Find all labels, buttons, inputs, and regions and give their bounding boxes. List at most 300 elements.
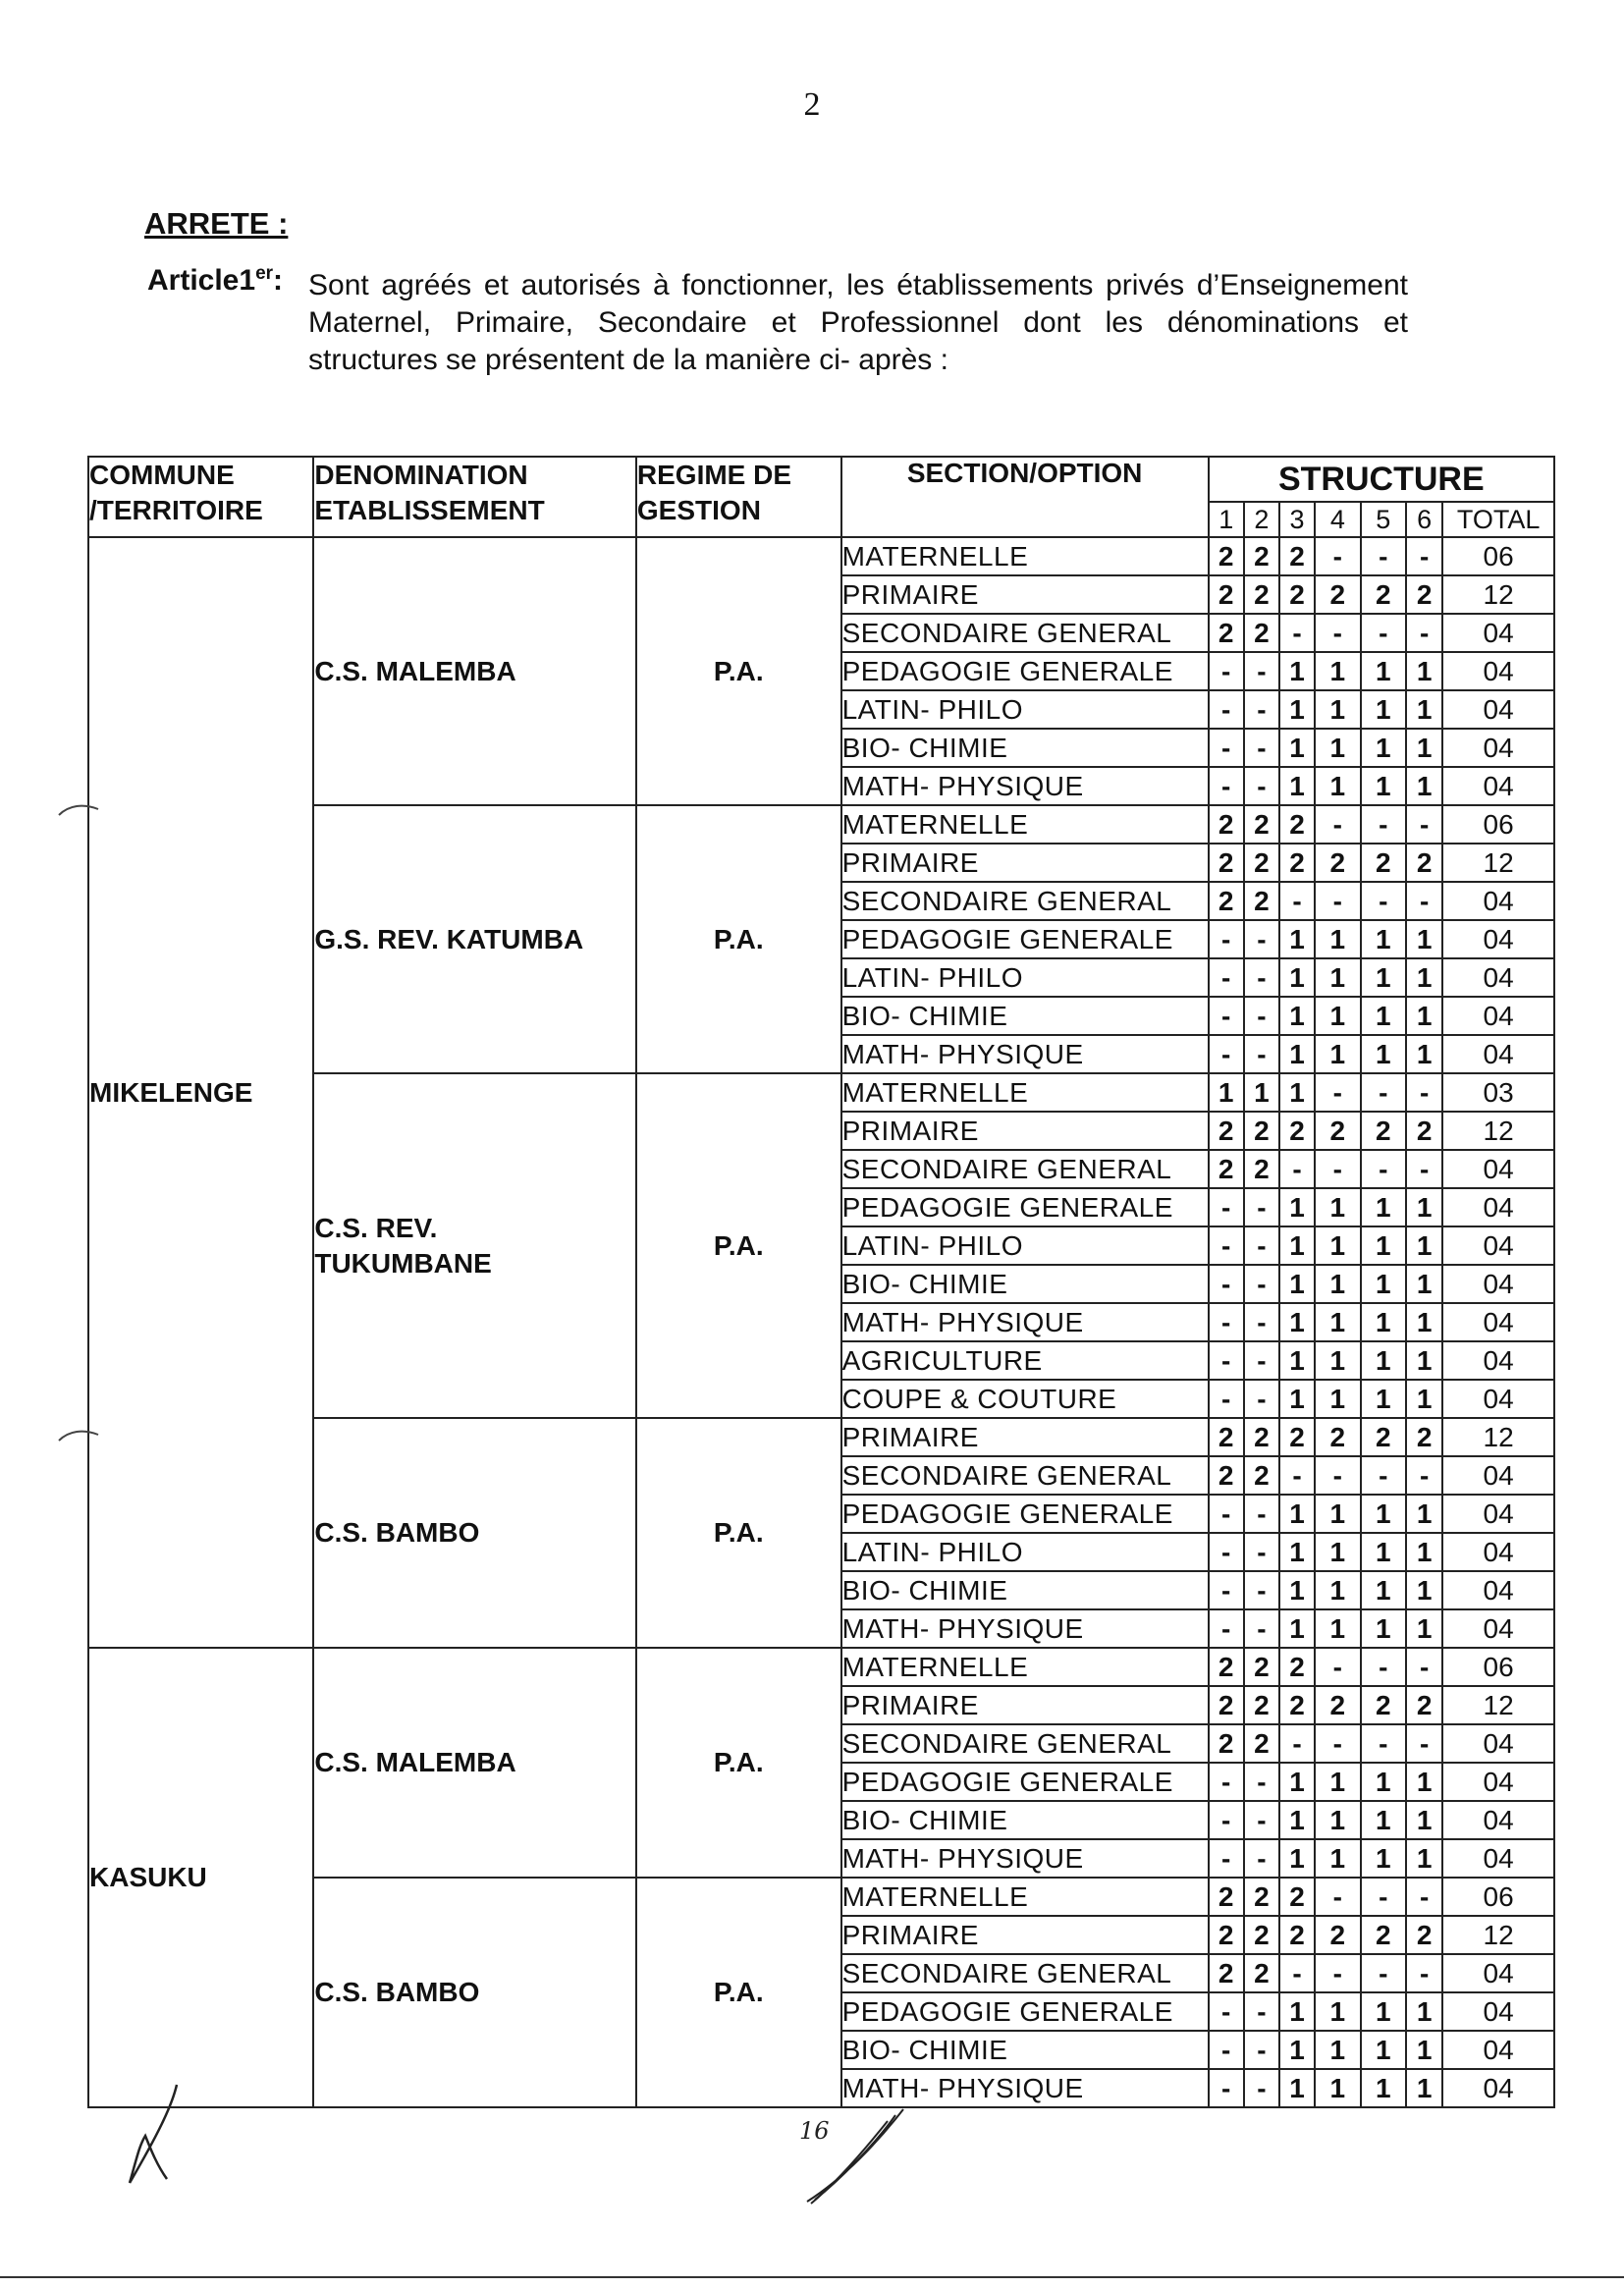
- school-name-line: C.S. BAMBO: [314, 1977, 480, 2007]
- level-cell: 2: [1244, 1456, 1279, 1495]
- level-cell: 1: [1406, 1533, 1442, 1571]
- level-cell: 1: [1279, 2069, 1315, 2107]
- level-cell: -: [1244, 1035, 1279, 1073]
- level-cell: -: [1209, 1495, 1244, 1533]
- level-cell: 1: [1315, 958, 1360, 997]
- level-cell: 1: [1361, 1495, 1406, 1533]
- level-cell: 2: [1406, 1112, 1442, 1150]
- total-cell: 12: [1442, 1418, 1554, 1456]
- total-cell: 04: [1442, 1341, 1554, 1380]
- total-cell: 12: [1442, 1112, 1554, 1150]
- level-cell: -: [1406, 1073, 1442, 1112]
- section-cell: LATIN- PHILO: [841, 690, 1209, 729]
- level-cell: 1: [1361, 958, 1406, 997]
- level-cell: 2: [1244, 844, 1279, 882]
- level-cell: -: [1209, 1763, 1244, 1801]
- section-cell: BIO- CHIMIE: [841, 1801, 1209, 1839]
- total-cell: 04: [1442, 1188, 1554, 1226]
- level-cell: 2: [1209, 1916, 1244, 1954]
- level-cell: -: [1279, 882, 1315, 920]
- section-cell: SECONDAIRE GENERAL: [841, 882, 1209, 920]
- level-cell: 1: [1315, 1763, 1360, 1801]
- level-cell: 2: [1209, 575, 1244, 614]
- signature-left: [118, 2077, 206, 2195]
- total-cell: 06: [1442, 1648, 1554, 1686]
- total-cell: 12: [1442, 844, 1554, 882]
- total-cell: 12: [1442, 575, 1554, 614]
- level-cell: -: [1209, 1303, 1244, 1341]
- level-cell: 2: [1209, 1724, 1244, 1763]
- page-number: 2: [803, 86, 821, 123]
- level-cell: 2: [1279, 1648, 1315, 1686]
- level-cell: 2: [1209, 805, 1244, 844]
- level-cell: -: [1279, 1456, 1315, 1495]
- level-cell: 1: [1406, 690, 1442, 729]
- level-cell: -: [1244, 2069, 1279, 2107]
- level-cell: -: [1244, 1265, 1279, 1303]
- level-cell: 1: [1315, 2069, 1360, 2107]
- level-cell: -: [1361, 1954, 1406, 1992]
- level-cell: 1: [1406, 1763, 1442, 1801]
- total-cell: 04: [1442, 1226, 1554, 1265]
- level-cell: 1: [1406, 767, 1442, 805]
- level-cell: -: [1406, 1456, 1442, 1495]
- table-row: [88, 1648, 1554, 1686]
- level-cell: -: [1244, 1992, 1279, 2031]
- level-cell: 1: [1361, 652, 1406, 690]
- total-cell: 04: [1442, 690, 1554, 729]
- level-cell: -: [1361, 614, 1406, 652]
- level-cell: 1: [1315, 1035, 1360, 1073]
- level-cell: 2: [1209, 1456, 1244, 1495]
- level-cell: -: [1209, 1992, 1244, 2031]
- schools-table: [87, 456, 1555, 2108]
- level-cell: -: [1244, 2031, 1279, 2069]
- school-name-cell: [313, 1073, 636, 1418]
- total-cell: 04: [1442, 1150, 1554, 1188]
- level-cell: -: [1244, 1533, 1279, 1571]
- level-cell: 1: [1361, 2069, 1406, 2107]
- level-cell: -: [1315, 1456, 1360, 1495]
- total-cell: 04: [1442, 1839, 1554, 1878]
- section-cell: SECONDAIRE GENERAL: [841, 1456, 1209, 1495]
- total-cell: 04: [1442, 1801, 1554, 1839]
- level-cell: 2: [1244, 1724, 1279, 1763]
- level-cell: -: [1361, 805, 1406, 844]
- level-cell: -: [1244, 1801, 1279, 1839]
- section-cell: MATERNELLE: [841, 537, 1209, 575]
- level-cell: 1: [1279, 690, 1315, 729]
- level-cell: 1: [1361, 1533, 1406, 1571]
- margin-mark-bottom: [54, 1419, 103, 1448]
- total-cell: 04: [1442, 1724, 1554, 1763]
- level-cell: 1: [1315, 1495, 1360, 1533]
- section-cell: SECONDAIRE GENERAL: [841, 1150, 1209, 1188]
- level-cell: 1: [1406, 2069, 1442, 2107]
- total-cell: 04: [1442, 958, 1554, 997]
- level-cell: -: [1209, 2031, 1244, 2069]
- level-cell: -: [1406, 1878, 1442, 1916]
- level-cell: 2: [1209, 1418, 1244, 1456]
- level-cell: 1: [1279, 1380, 1315, 1418]
- level-cell: 1: [1406, 1265, 1442, 1303]
- level-cell: -: [1361, 1648, 1406, 1686]
- level-cell: 1: [1315, 1380, 1360, 1418]
- level-cell: 1: [1361, 690, 1406, 729]
- regime-cell: P.A.: [636, 1648, 841, 1878]
- level-cell: 1: [1315, 729, 1360, 767]
- section-cell: PRIMAIRE: [841, 1112, 1209, 1150]
- level-cell: 2: [1279, 844, 1315, 882]
- level-cell: 2: [1244, 1878, 1279, 1916]
- level-cell: -: [1244, 1609, 1279, 1648]
- section-cell: PRIMAIRE: [841, 575, 1209, 614]
- level-cell: -: [1244, 767, 1279, 805]
- section-cell: SECONDAIRE GENERAL: [841, 1954, 1209, 1992]
- level-cell: -: [1361, 882, 1406, 920]
- level-cell: -: [1315, 1150, 1360, 1188]
- level-cell: -: [1406, 1648, 1442, 1686]
- level-cell: -: [1315, 1954, 1360, 1992]
- level-cell: 1: [1315, 1265, 1360, 1303]
- level-cell: 1: [1315, 1533, 1360, 1571]
- total-cell: 04: [1442, 1571, 1554, 1609]
- level-cell: -: [1209, 1609, 1244, 1648]
- signature-center: [785, 2101, 923, 2209]
- level-cell: 2: [1315, 1112, 1360, 1150]
- level-cell: 1: [1279, 1609, 1315, 1648]
- level-cell: -: [1209, 920, 1244, 958]
- level-cell: 1: [1315, 997, 1360, 1035]
- level-cell: 2: [1279, 1686, 1315, 1724]
- level-cell: 2: [1315, 575, 1360, 614]
- total-cell: 06: [1442, 1878, 1554, 1916]
- level-cell: -: [1244, 958, 1279, 997]
- level-cell: 1: [1406, 1801, 1442, 1839]
- level-cell: 2: [1209, 1686, 1244, 1724]
- level-cell: 1: [1244, 1073, 1279, 1112]
- total-cell: 04: [1442, 1763, 1554, 1801]
- level-cell: -: [1406, 882, 1442, 920]
- total-cell: 04: [1442, 1954, 1554, 1992]
- level-cell: 1: [1406, 1495, 1442, 1533]
- total-cell: 04: [1442, 1609, 1554, 1648]
- level-cell: 1: [1406, 1609, 1442, 1648]
- level-cell: -: [1406, 1724, 1442, 1763]
- level-cell: 1: [1361, 1303, 1406, 1341]
- margin-mark-top: [54, 795, 103, 825]
- total-cell: 03: [1442, 1073, 1554, 1112]
- level-cell: 1: [1406, 1226, 1442, 1265]
- regime-cell: P.A.: [636, 1073, 841, 1418]
- level-cell: 2: [1406, 575, 1442, 614]
- section-cell: LATIN- PHILO: [841, 1226, 1209, 1265]
- level-cell: -: [1279, 614, 1315, 652]
- section-cell: PEDAGOGIE GENERALE: [841, 1188, 1209, 1226]
- level-cell: -: [1361, 1456, 1406, 1495]
- level-cell: 2: [1244, 537, 1279, 575]
- school-name-cell: [313, 1648, 636, 1878]
- level-cell: 2: [1315, 844, 1360, 882]
- level-cell: 1: [1279, 2031, 1315, 2069]
- section-cell: MATH- PHYSIQUE: [841, 1609, 1209, 1648]
- level-cell: 2: [1406, 844, 1442, 882]
- section-cell: BIO- CHIMIE: [841, 729, 1209, 767]
- section-cell: LATIN- PHILO: [841, 958, 1209, 997]
- level-cell: -: [1244, 729, 1279, 767]
- level-cell: 1: [1361, 1341, 1406, 1380]
- school-name-line: C.S. REV.: [314, 1212, 438, 1243]
- level-cell: -: [1279, 1954, 1315, 1992]
- level-cell: 2: [1209, 1112, 1244, 1150]
- total-cell: 04: [1442, 2031, 1554, 2069]
- level-cell: 2: [1209, 844, 1244, 882]
- article-text: Sont agréés et autorisés à fonctionner, les établissements privés d’Enseignement Maternel, Primaire, Secondaire et Professionnel dont les dénominations et structures se présentent de la manière ci- après :: [308, 269, 1408, 376]
- level-cell: 2: [1209, 614, 1244, 652]
- level-cell: 1: [1361, 1763, 1406, 1801]
- total-cell: 12: [1442, 1916, 1554, 1954]
- level-cell: -: [1315, 614, 1360, 652]
- level-cell: -: [1315, 882, 1360, 920]
- level-cell: 2: [1361, 1916, 1406, 1954]
- section-cell: MATH- PHYSIQUE: [841, 1839, 1209, 1878]
- school-name-line: C.S. MALEMBA: [314, 655, 516, 686]
- level-cell: -: [1361, 1878, 1406, 1916]
- total-cell: 04: [1442, 614, 1554, 652]
- level-cell: 2: [1209, 537, 1244, 575]
- level-cell: 2: [1315, 1916, 1360, 1954]
- level-cell: 1: [1315, 1839, 1360, 1878]
- level-cell: 2: [1406, 1686, 1442, 1724]
- level-cell: 2: [1244, 1112, 1279, 1150]
- section-cell: SECONDAIRE GENERAL: [841, 1724, 1209, 1763]
- total-cell: 12: [1442, 1686, 1554, 1724]
- header-level-6: 6: [1406, 502, 1442, 537]
- section-cell: PEDAGOGIE GENERALE: [841, 652, 1209, 690]
- level-cell: 1: [1315, 1609, 1360, 1648]
- level-cell: -: [1315, 1878, 1360, 1916]
- level-cell: -: [1244, 690, 1279, 729]
- level-cell: 1: [1279, 1495, 1315, 1533]
- regime-cell: P.A.: [636, 1418, 841, 1648]
- level-cell: 1: [1361, 2031, 1406, 2069]
- level-cell: -: [1209, 1839, 1244, 1878]
- total-cell: 04: [1442, 920, 1554, 958]
- level-cell: 1: [1406, 1035, 1442, 1073]
- section-cell: PEDAGOGIE GENERALE: [841, 1992, 1209, 2031]
- level-cell: 2: [1361, 1418, 1406, 1456]
- level-cell: 1: [1406, 1571, 1442, 1609]
- level-cell: -: [1361, 1073, 1406, 1112]
- level-cell: 2: [1209, 1878, 1244, 1916]
- level-cell: -: [1209, 1035, 1244, 1073]
- level-cell: 2: [1244, 805, 1279, 844]
- level-cell: 2: [1361, 1686, 1406, 1724]
- school-name-line: C.S. MALEMBA: [314, 1747, 516, 1777]
- level-cell: -: [1209, 729, 1244, 767]
- level-cell: -: [1209, 690, 1244, 729]
- level-cell: -: [1209, 652, 1244, 690]
- level-cell: 1: [1279, 767, 1315, 805]
- section-cell: MATH- PHYSIQUE: [841, 1035, 1209, 1073]
- section-cell: MATERNELLE: [841, 1073, 1209, 1112]
- level-cell: 2: [1279, 805, 1315, 844]
- level-cell: -: [1209, 1341, 1244, 1380]
- level-cell: 1: [1315, 767, 1360, 805]
- level-cell: 1: [1279, 1188, 1315, 1226]
- header-structure: STRUCTURE: [1209, 457, 1554, 502]
- level-cell: 1: [1406, 958, 1442, 997]
- level-cell: 2: [1244, 1954, 1279, 1992]
- level-cell: 1: [1361, 1839, 1406, 1878]
- header-total: TOTAL: [1442, 502, 1554, 537]
- level-cell: 1: [1315, 1226, 1360, 1265]
- level-cell: 2: [1279, 537, 1315, 575]
- level-cell: 1: [1279, 1341, 1315, 1380]
- level-cell: -: [1244, 997, 1279, 1035]
- level-cell: -: [1315, 805, 1360, 844]
- total-cell: 04: [1442, 1380, 1554, 1418]
- level-cell: 1: [1315, 1303, 1360, 1341]
- level-cell: 1: [1406, 1992, 1442, 2031]
- level-cell: 1: [1315, 652, 1360, 690]
- level-cell: 1: [1406, 1303, 1442, 1341]
- school-name-cell: [313, 537, 636, 805]
- level-cell: -: [1209, 2069, 1244, 2107]
- level-cell: 2: [1279, 1112, 1315, 1150]
- commune-cell: KASUKU: [88, 1648, 313, 2107]
- level-cell: 1: [1315, 1992, 1360, 2031]
- total-cell: 04: [1442, 652, 1554, 690]
- school-name-line: G.S. REV. KATUMBA: [314, 923, 584, 954]
- header-level-5: 5: [1361, 502, 1406, 537]
- level-cell: 2: [1244, 614, 1279, 652]
- total-cell: 04: [1442, 1495, 1554, 1533]
- level-cell: -: [1244, 1303, 1279, 1341]
- section-cell: BIO- CHIMIE: [841, 1571, 1209, 1609]
- level-cell: -: [1279, 1150, 1315, 1188]
- level-cell: 1: [1361, 1801, 1406, 1839]
- level-cell: 2: [1315, 1418, 1360, 1456]
- level-cell: 2: [1279, 575, 1315, 614]
- section-cell: PRIMAIRE: [841, 1418, 1209, 1456]
- level-cell: 1: [1361, 1380, 1406, 1418]
- section-cell: BIO- CHIMIE: [841, 1265, 1209, 1303]
- total-cell: 04: [1442, 2069, 1554, 2107]
- level-cell: 2: [1209, 882, 1244, 920]
- level-cell: 1: [1279, 1571, 1315, 1609]
- regime-cell: P.A.: [636, 537, 841, 805]
- level-cell: -: [1209, 767, 1244, 805]
- level-cell: 2: [1209, 1648, 1244, 1686]
- level-cell: -: [1406, 805, 1442, 844]
- level-cell: -: [1244, 1763, 1279, 1801]
- page-bottom-rule: [0, 2276, 1624, 2278]
- section-cell: MATERNELLE: [841, 1878, 1209, 1916]
- level-cell: 1: [1279, 1073, 1315, 1112]
- total-cell: 04: [1442, 1533, 1554, 1571]
- header-level-1: 1: [1209, 502, 1244, 537]
- level-cell: 2: [1279, 1916, 1315, 1954]
- level-cell: -: [1209, 997, 1244, 1035]
- level-cell: 1: [1315, 1571, 1360, 1609]
- level-cell: 1: [1361, 1265, 1406, 1303]
- commune-cell: MIKELENGE: [88, 537, 313, 1648]
- level-cell: 1: [1279, 958, 1315, 997]
- level-cell: 1: [1279, 1265, 1315, 1303]
- level-cell: -: [1244, 1226, 1279, 1265]
- total-cell: 04: [1442, 1456, 1554, 1495]
- level-cell: 1: [1361, 1571, 1406, 1609]
- level-cell: 2: [1244, 882, 1279, 920]
- school-name-cell: [313, 805, 636, 1073]
- total-cell: 06: [1442, 805, 1554, 844]
- level-cell: 2: [1279, 1418, 1315, 1456]
- regime-cell: P.A.: [636, 1878, 841, 2107]
- level-cell: 1: [1361, 997, 1406, 1035]
- total-cell: 04: [1442, 997, 1554, 1035]
- section-cell: PEDAGOGIE GENERALE: [841, 1495, 1209, 1533]
- section-cell: MATH- PHYSIQUE: [841, 1303, 1209, 1341]
- level-cell: 1: [1406, 1188, 1442, 1226]
- level-cell: 1: [1361, 1226, 1406, 1265]
- level-cell: 2: [1244, 1418, 1279, 1456]
- header-section: SECTION/OPTION: [841, 457, 1209, 537]
- level-cell: -: [1315, 1648, 1360, 1686]
- section-cell: COUPE & COUTURE: [841, 1380, 1209, 1418]
- school-name-line: TUKUMBANE: [314, 1247, 492, 1279]
- arrete-heading: ARRETE :: [144, 206, 289, 241]
- level-cell: 1: [1406, 2031, 1442, 2069]
- level-cell: 1: [1406, 652, 1442, 690]
- level-cell: -: [1209, 1571, 1244, 1609]
- level-cell: -: [1244, 1839, 1279, 1878]
- level-cell: -: [1244, 1571, 1279, 1609]
- level-cell: 2: [1315, 1686, 1360, 1724]
- level-cell: -: [1244, 1341, 1279, 1380]
- level-cell: 1: [1315, 690, 1360, 729]
- level-cell: 1: [1279, 1839, 1315, 1878]
- section-cell: PRIMAIRE: [841, 1916, 1209, 1954]
- school-name-line: C.S. BAMBO: [314, 1517, 480, 1548]
- section-cell: PRIMAIRE: [841, 844, 1209, 882]
- level-cell: 1: [1361, 1609, 1406, 1648]
- level-cell: 1: [1406, 1341, 1442, 1380]
- total-cell: 04: [1442, 1265, 1554, 1303]
- level-cell: 1: [1279, 1801, 1315, 1839]
- level-cell: -: [1209, 1533, 1244, 1571]
- level-cell: 2: [1209, 1150, 1244, 1188]
- level-cell: 1: [1279, 729, 1315, 767]
- level-cell: 1: [1279, 1226, 1315, 1265]
- level-cell: -: [1209, 1380, 1244, 1418]
- header-level-4: 4: [1315, 502, 1360, 537]
- level-cell: -: [1244, 1188, 1279, 1226]
- section-cell: PEDAGOGIE GENERALE: [841, 1763, 1209, 1801]
- section-cell: BIO- CHIMIE: [841, 997, 1209, 1035]
- header-regime: REGIME DE GESTION: [636, 457, 841, 537]
- level-cell: 1: [1406, 1839, 1442, 1878]
- level-cell: 2: [1361, 844, 1406, 882]
- regime-cell: P.A.: [636, 805, 841, 1073]
- level-cell: -: [1406, 614, 1442, 652]
- total-cell: 06: [1442, 537, 1554, 575]
- level-cell: 1: [1361, 1992, 1406, 2031]
- level-cell: -: [1244, 1380, 1279, 1418]
- level-cell: -: [1209, 1226, 1244, 1265]
- level-cell: 1: [1279, 920, 1315, 958]
- header-commune: COMMUNE /TERRITOIRE: [88, 457, 313, 537]
